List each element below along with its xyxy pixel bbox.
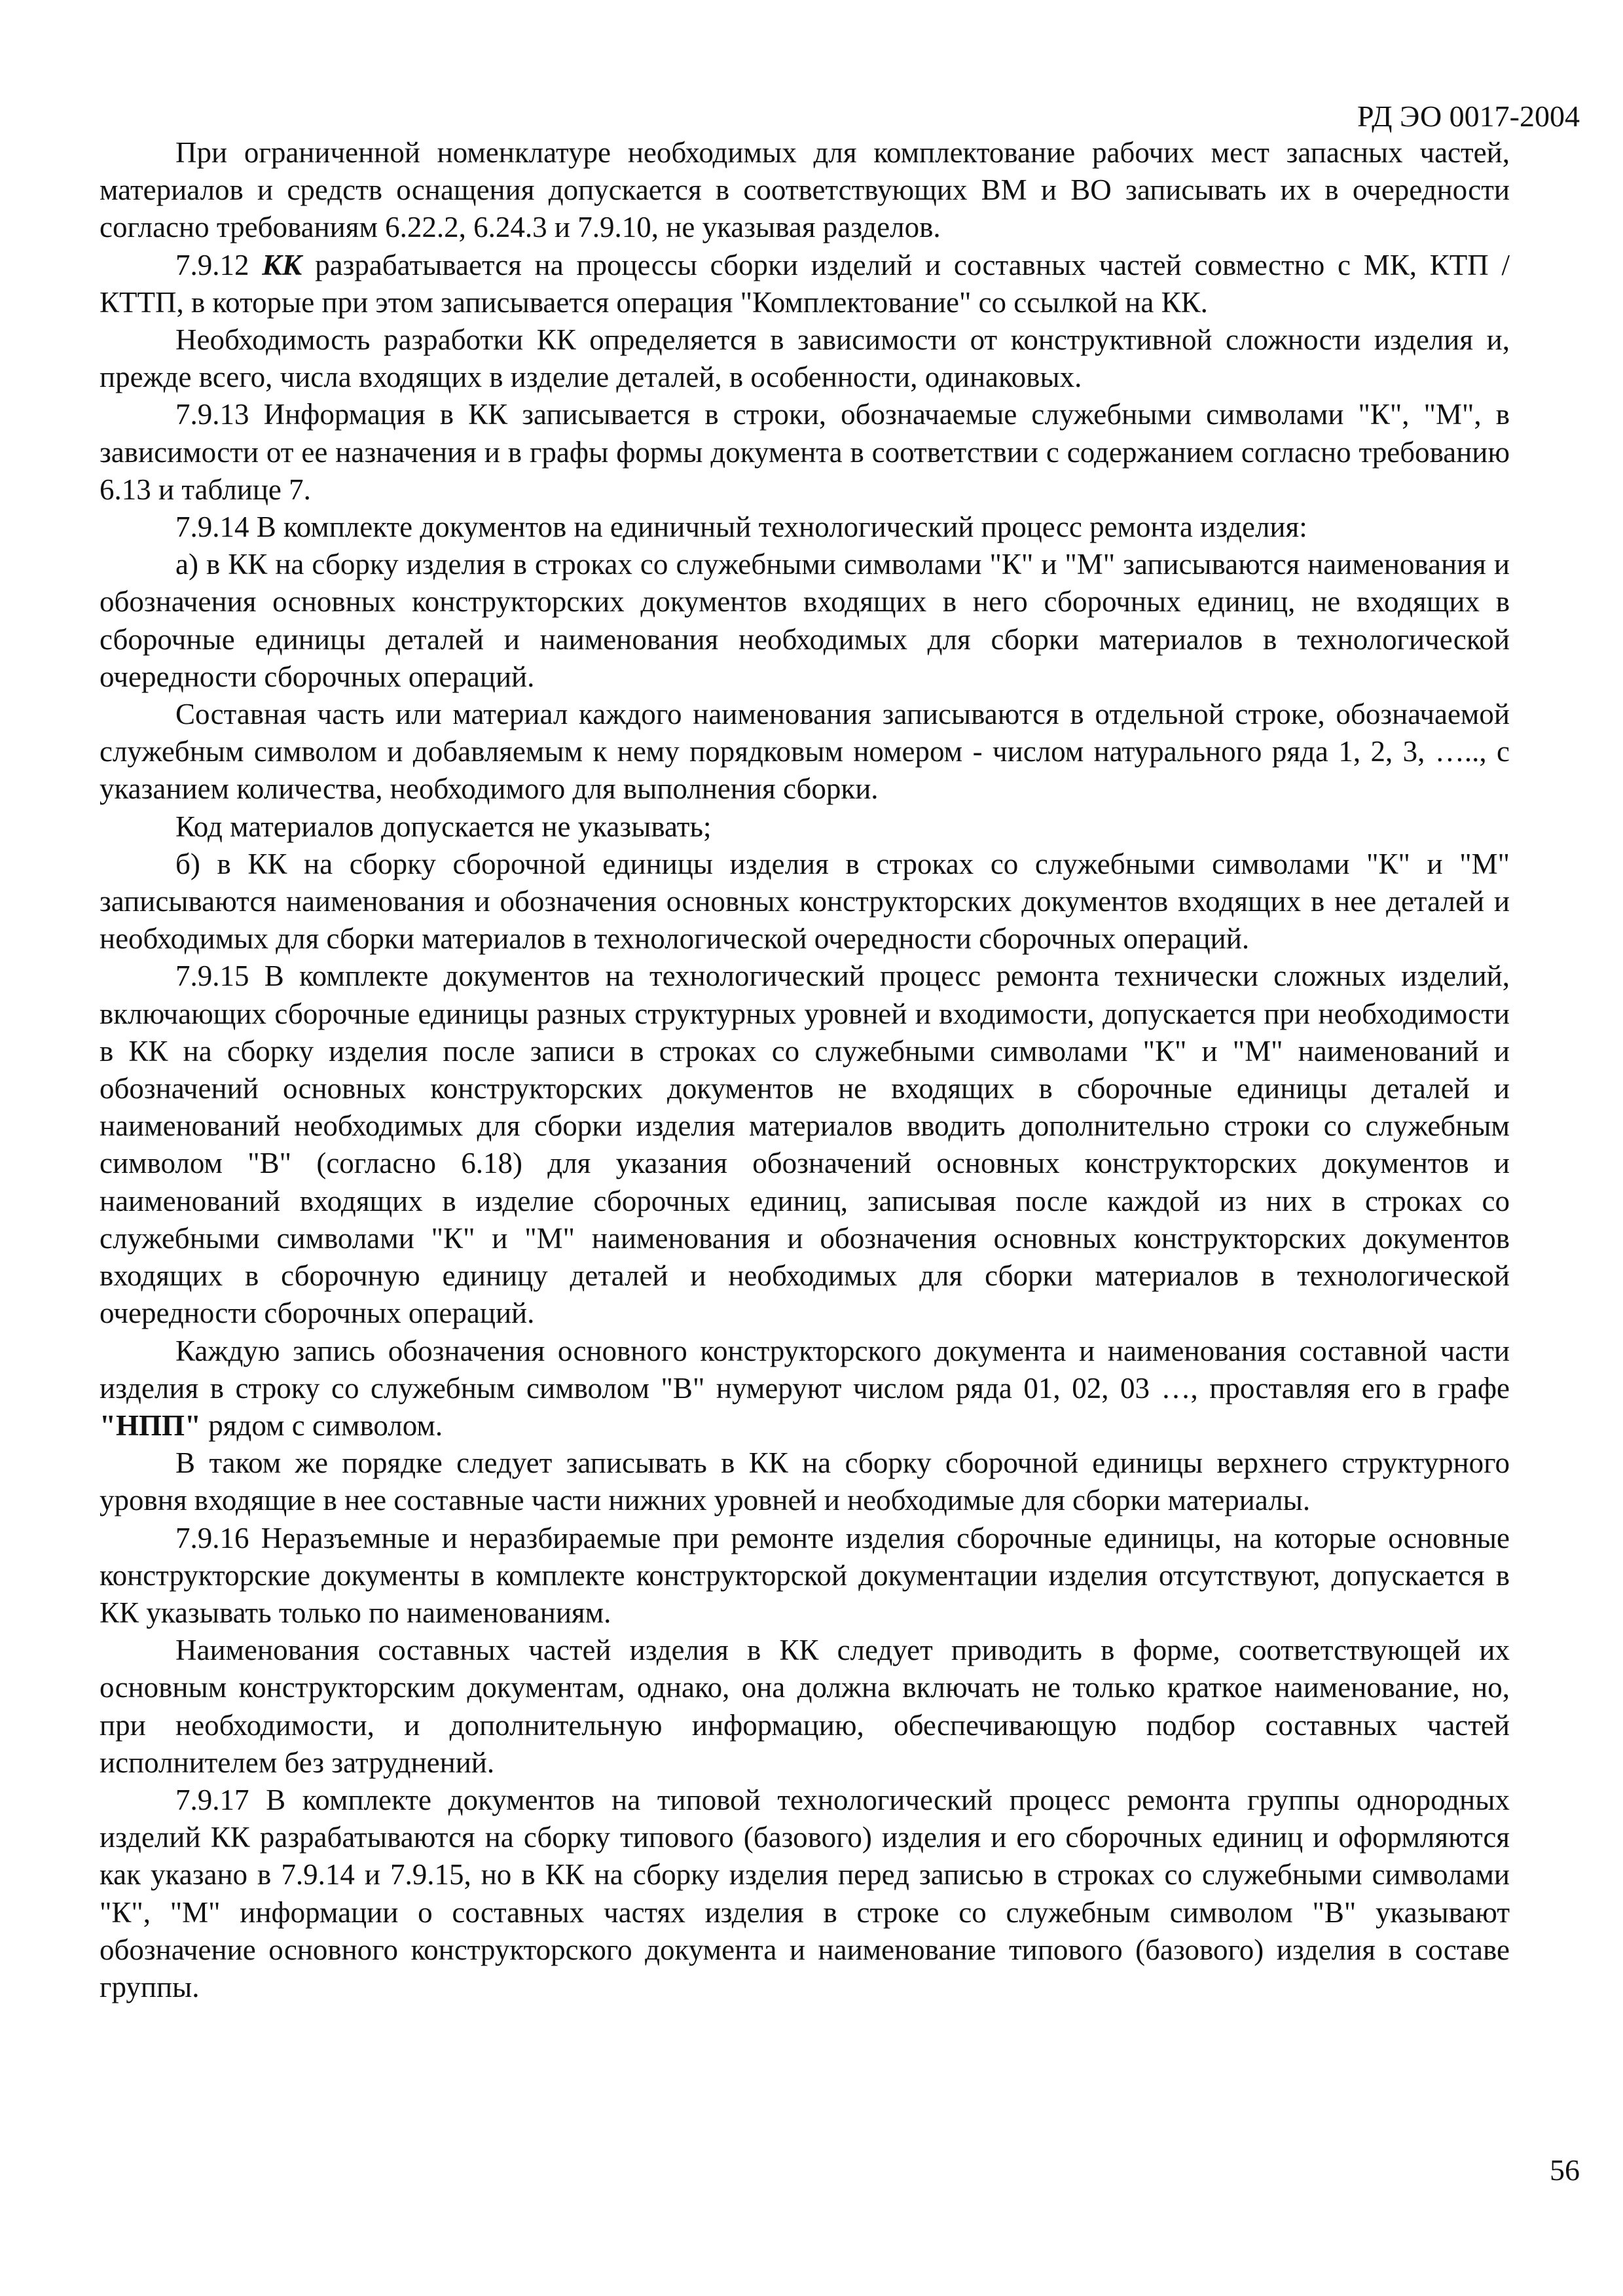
paragraph: Код материалов допускается не указывать; (175, 810, 712, 843)
paragraph-7-9-16: 7.9.16 Неразъемные и неразбираемые при ремонте изделия сборочные единицы, на которые основные конструкторские документы в комплекте конструкторской документации изделия отсутствуют, допускается в КК указывать только по наименованиям. (100, 1521, 1510, 1629)
paragraph-7-9-13: 7.9.13 Информация в КК записывается в строки, обозначаемые служебными символами "К", "М", в зависимости от ее назначения и в графы формы документа в соответствии с содержанием согласно требованию 6.13 и таблице 7. (100, 398, 1510, 506)
document-code: РД ЭО 0017-2004 (1357, 99, 1580, 133)
paragraph: Необходимость разработки КК определяется в зависимости от конструктивной сложности изделия и, прежде всего, числа входящих в изделие деталей, в особенности, одинаковых. (100, 323, 1510, 394)
list-item-b: б) в КК на сборку сборочной единицы изделия в строках со служебными символами "К" и "М" записываются наименования и обозначения основных конструкторских документов входящих в нее деталей и необходимых для сборки материалов в технологической очередности сборочных операций. (100, 847, 1510, 956)
paragraph (100, 1333, 1510, 1445)
paragraph: Составная часть или материал каждого наименования записываются в отдельной строке, обозначаемой служебным символом и добавляемым к нему порядковым номером - числом натурального ряда 1, 2, 3, ….., с указанием количества, необходимого для выполнения сборки. (100, 698, 1510, 806)
paragraph: Наименования составных частей изделия в КК следует приводить в форме, соответствующей их основным конструкторским документам, однако, она должна включать не только краткое наименование, но, при необходимости, и дополнительную информацию, обеспечивающую подбор составных частей исполнителем без затруднений. (100, 1634, 1510, 1779)
paragraph: При ограниченной номенклатуре необходимых для комплектование рабочих мест запасных частей, материалов и средств оснащения допускается в соответствующих ВМ и ВО записывать их в очередности согласно требованиям 6.22.2, 6.24.3 и 7.9.10, не указывая разделов. (100, 136, 1510, 244)
paragraph-7-9-15: 7.9.15 В комплекте документов на технологический процесс ремонта технически сложных изделий, включающих сборочные единицы разных структурных уровней и входимости, допускается при необходимости в КК на сборку изделия после записи в строках со служебными символами "К" и "М" наименований и обозначений основных конструкторских документов не входящих в сборочные единицы деталей и наименований необходимых для сборки изделия материалов вводить дополнительно строки со служебным символом "В" (согласно 6.18) для указания обозначений основных конструкторских документов и наименований входящих в изделие сборочных единиц, записывая после каждой из них в строках со служебными символами "К" и "М" наименования и обозначения основных конструкторских документов входящих в сборочную единицу деталей и необходимых для сборки материалов в технологической очередности сборочных операций. (100, 960, 1510, 1330)
paragraph-tail: рядом с символом. (200, 1408, 443, 1442)
clause-number: 7.9.12 (175, 248, 263, 281)
list-item-a: а) в КК на сборку изделия в строках со служебными символами "К" и "М" записываются наименования и обозначения основных конструкторских документов входящих в него сборочных единиц, не входящих в сборочные единицы деталей и наименования необходимых для сборки материалов в технологической очередности сборочных операций. (100, 548, 1510, 693)
paragraph-7-9-17: 7.9.17 В комплекте документов на типовой технологический процесс ремонта группы однородных изделий КК разрабатываются на сборку типового (базового) изделия и его сборочных единиц и оформляются как указано в 7.9.14 и 7.9.15, но в КК на сборку изделия перед записью в строках со служебными символами "К", "М" информации о составных частях изделия в строке со служебным символом "В" указывают обозначение основного конструкторского документа и наименование типового (базового) изделия в составе группы. (100, 1783, 1510, 2003)
paragraph-text: разрабатывается на процессы сборки изделий и составных частей совместно с МК, КТП / КТТП, в которые при этом записывается операция "Комплектование" со ссылкой на КК. (100, 248, 1510, 319)
paragraph-7-9-14: 7.9.14 В комплекте документов на единичный технологический процесс ремонта изделия: (175, 511, 1307, 544)
paragraph-7-9-12 (100, 247, 1510, 321)
page-number: 56 (1550, 2153, 1580, 2187)
term-npp: "НПП" (100, 1408, 201, 1442)
term-kk: КК (262, 248, 302, 281)
document-body (100, 134, 1510, 2006)
paragraph-text: Каждую запись обозначения основного конструкторского документа и наименования составной части изделия в строку со служебным символом "В" нумеруют числом ряда 01, 02, 03 …, проставляя его в графе (100, 1334, 1510, 1405)
paragraph: В таком же порядке следует записывать в КК на сборку сборочной единицы верхнего структурного уровня входящие в нее составные части нижних уровней и необходимые для сборки материалы. (100, 1446, 1510, 1517)
